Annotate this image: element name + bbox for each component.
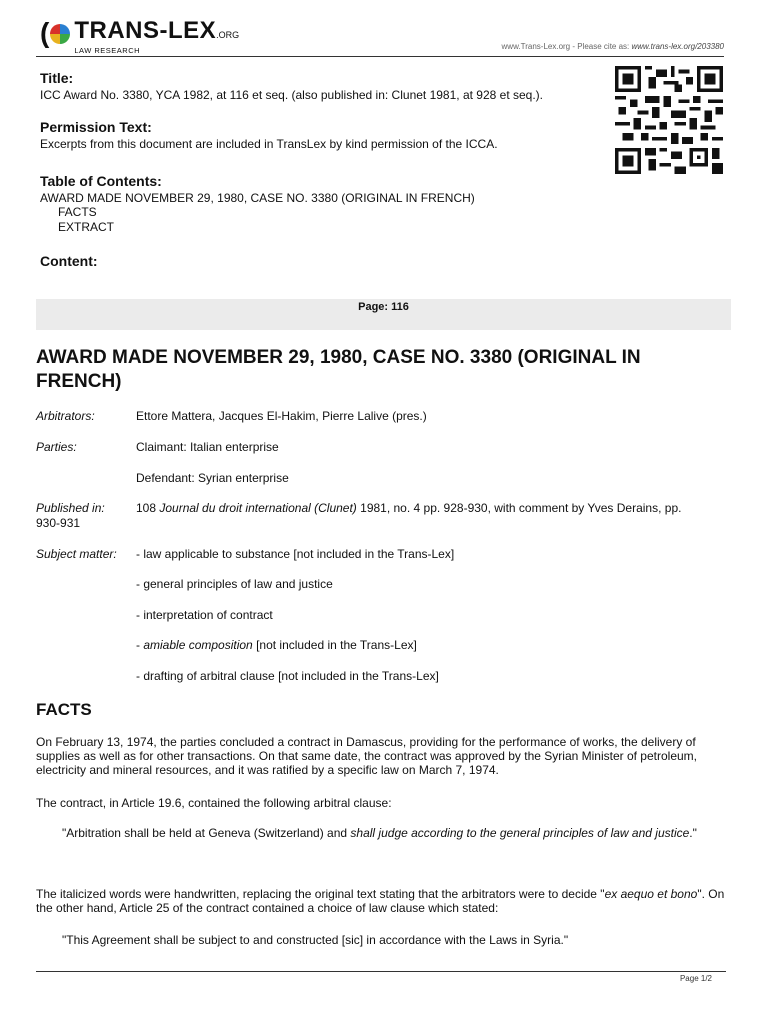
claimant-value: Claimant: Italian enterprise: [136, 440, 279, 454]
subject-item-4: [136, 638, 417, 652]
toc-label: Table of Contents:: [40, 173, 162, 189]
logo-globe-icon: [50, 24, 70, 44]
subject-item-2: - general principles of law and justice: [136, 577, 333, 591]
page-marker-text: Page: 116: [358, 301, 409, 313]
para3-post: ". On the other hand, Article 25 of the contract contained a choice of law clause which stated:: [36, 887, 725, 915]
logo-tld: .ORG: [216, 30, 240, 40]
subject-4-rest: [not included in the Trans-Lex]: [252, 638, 417, 652]
table-of-contents: [40, 174, 475, 234]
award-title: AWARD MADE NOVEMBER 29, 1980, CASE NO. 3380 (ORIGINAL IN FRENCH): [36, 347, 641, 392]
permission-label: Permission Text:: [40, 119, 152, 135]
facts-heading: FACTS: [36, 700, 92, 719]
permission-section: [40, 119, 498, 151]
subject-item-3: - interpretation of contract: [136, 608, 273, 622]
parties-label: Parties: [36, 440, 74, 454]
title-label: Title:: [40, 70, 74, 86]
published-rest: 1981, no. 4 pp. 928-930, with comment by Yves Derains, pp.: [356, 501, 682, 515]
toc-item-facts[interactable]: FACTS: [58, 205, 97, 219]
logo-text: TRANS-LEX: [74, 17, 217, 44]
facts-paragraph-3: [36, 887, 726, 915]
title-section: [40, 70, 543, 102]
published-volume: 108: [136, 501, 160, 515]
logo-bracket-icon: (: [40, 17, 50, 48]
citation-prefix: www.Trans-Lex.org - Please cite as:: [501, 42, 630, 51]
subject-item-5: - drafting of arbitral clause [not included in the Trans-Lex]: [136, 669, 439, 683]
subject-label: Subject matter: [36, 547, 114, 561]
page-marker: [36, 299, 731, 330]
published-cont: 930-931: [36, 516, 81, 530]
citation-url[interactable]: www.trans-lex.org/203380: [631, 42, 724, 51]
quote1-italic: shall judge according to the general principles of law and justice: [350, 826, 690, 840]
arbitral-clause-quote: [62, 826, 722, 841]
subject-item-1: - law applicable to substance [not included in the Trans-Lex]: [136, 547, 455, 561]
quote1-pre: "Arbitration shall be held at Geneva (Switzerland) and: [62, 826, 351, 840]
logo-subtitle: LAW RESEARCH: [74, 46, 141, 55]
facts-paragraph-2: The contract, in Article 19.6, contained the following arbitral clause:: [36, 796, 392, 810]
para3-italic: ex aequo et bono: [604, 887, 698, 901]
subject-4-italic: amiable composition: [143, 638, 253, 652]
content-section: [40, 253, 98, 271]
arbitrators-value: Ettore Mattera, Jacques El-Hakim, Pierre Lalive (pres.): [136, 409, 427, 423]
subject-4-dash: -: [136, 638, 144, 652]
toc-item-extract[interactable]: EXTRACT: [58, 219, 115, 234]
quote1-post: .": [689, 826, 697, 840]
page-header: [36, 14, 724, 57]
published-value: [136, 501, 681, 515]
title-text: ICC Award No. 3380, YCA 1982, at 116 et seq. (also published in: Clunet 1981, at 928 et seq.).: [40, 88, 543, 102]
footer-divider: [36, 971, 726, 972]
citation: [502, 42, 724, 51]
choice-of-law-quote: "This Agreement shall be subject to and constructed [sic] in accordance with the Laws in Syria.": [62, 933, 569, 947]
published-label: Published in: [36, 501, 102, 515]
published-journal: Journal du droit international (Clunet): [159, 501, 357, 515]
permission-text: Excerpts from this document are included in TransLex by kind permission of the ICCA.: [40, 137, 498, 151]
defendant-value: Defendant: Syrian enterprise: [136, 471, 289, 485]
arbitrators-label: Arbitrators: [36, 409, 92, 423]
para3-pre: The italicized words were handwritten, replacing the original text stating that the arbitrators were to decide ": [36, 887, 605, 901]
trans-lex-logo[interactable]: [40, 18, 239, 54]
qr-code-icon: [613, 66, 725, 174]
page-number: Page 1/2: [679, 974, 712, 983]
toc-item-award[interactable]: AWARD MADE NOVEMBER 29, 1980, CASE NO. 3380 (ORIGINAL IN FRENCH): [40, 190, 475, 205]
facts-paragraph-1: On February 13, 1974, the parties concluded a contract in Damascus, providing for the performance of works, the delivery of supplies as well as for other transactions. On that same date, the contract was approved by the Syrian Minister of petroleum, electricity and mineral resources, and it was ratified by a specific law on March 7, 1974.: [36, 735, 697, 777]
content-label: Content:: [40, 253, 98, 269]
